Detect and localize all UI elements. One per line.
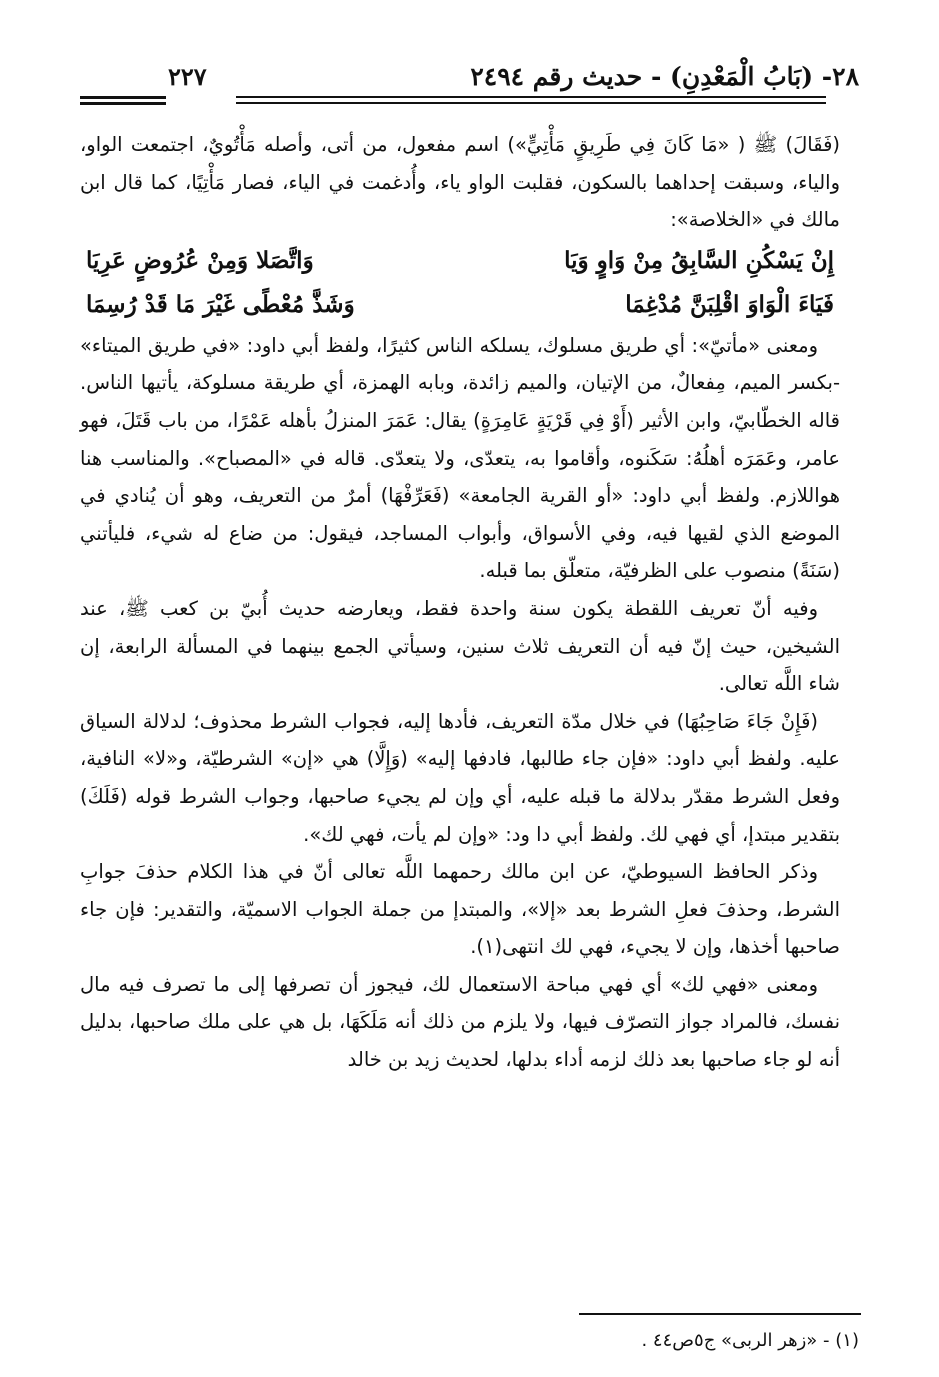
paragraph-fahiya-laka: ومعنى «فهي لك» أي فهي مباحة الاستعمال لك، فيجوز أن تصرفها إلى ما تصرف فيه مال نفسك، فالمراد جواز التصرّف فيها، ولا يلزم من ذلك أنه مَلَكَهَا، بل هي على ملك صاحبها، بدليل أنه لو جاء صاحبها بعد ذلك لزمه أداء بدلها، لحديث زيد بن خالد [80, 972, 840, 1072]
verse-line-1 [80, 239, 840, 283]
footnote: (١) - «زهر الربى» ج٥ص٤٤ . [641, 1330, 859, 1351]
paragraph-owner: (فَإِنْ جَاءَ صَاحِبُهَا) في خلال مدّة التعريف، فأدها إليه، فجواب الشرط محذوف؛ لدلالة السياق عليه. ولفظ أبي داود: «فإن جاء طالبها، فادفها إليه» (وَإِلَّا) هي «إن» الشرطيّة، و«لا» النافية، وفعل الشرط مقدّر بدلالة ما قبله عليه، أي وإن لم يجيء صاحبها، وجواب الشرط قوله (فَلَكَ) بتقدير مبتدإ، أي فهي لك. ولفظ أبي دا ود: «وإن لم يأت، فهي لك». [80, 709, 840, 846]
header-rule-right [236, 96, 826, 108]
paragraph-meaning: ومعنى «مأتيّ»: أي طريق مسلوك، يسلكه الناس كثيرًا، ولفظ أبي داود: «في طريق الميتاء» -بكسر الميم، مِفعالٌ، من الإتيان، والميم زائدة، وبابه الهمزة، أي طريقة مسلوكة، يأتيها الناس. قاله الخطّابيّ، وابن الأثير (أَوْ فِي قَرْيَةٍ عَامِرَةٍ) يقال: عَمَرَ المنزلُ بأهله عَمْرًا، من باب قَتَلَ، فهو عامر، وعَمَرَه أهلُهُ: سَكَنوه، وأقاموا به، يتعدّى، ولا يتعدّى. قاله في «المصباح». والمناسب هنا هواللازم. ولفظ أبي داود: «أو القرية الجامعة» (فَعَرِّفْهَا) أمرٌ من التعريف، وهو أن يُنادي في الموضع الذي لقيها فيه، وفي الأسواق، وأبواب المساجد، فيقول: من ضاع له شيء، فليأتني (سَنَةً) منصوب على الظرفيّة، متعلّق بما قبله. [80, 333, 840, 583]
running-header [80, 62, 859, 92]
header-rule-left [80, 96, 166, 108]
verse-2-first-hemistich: فَيَاءَ الْوَاوَ اقْلِبَنَّ مُدْغِمَا [625, 290, 834, 318]
verse-2-second-hemistich: وَشَذَّ مُعْطًى غَيْرَ مَا قَدْ رُسِمَا [86, 290, 355, 318]
page-number: ٢٢٧ [168, 62, 207, 91]
paragraph-suyuti: وذكر الحافظ السيوطيّ، عن ابن مالك رحمهما اللَّه تعالى أنّ في هذا الكلام حذفَ جوابِ الشرط، وحذفَ فعلِ الشرط بعد «إلا»، والمبتدإ من جملة الجواب الاسميّة، والتقدير: فإن جاء صاحبها أخذها، وإن لا يجيء، فهي لك انتهى(١). [80, 860, 840, 959]
verse-1-first-hemistich: إِنْ يَسْكُنِ السَّابِقُ مِنْ وَاوٍ وَيَا [564, 246, 834, 274]
paragraph-intro: (فَقَالَ) ﷺ ( «مَا كَانَ فِي طَرِيقٍ مَأْتِيٍّ») اسم مفعول، من أتى، وأصله مَأْتُويٌ، اجتمعت الواو، والياء، وسبقت إحداهما بالسكون، فقلبت الواو ياء، وأُدغمت في الياء، فصار مَأْتِيًا، كما قال ابن مالك في «الخلاصة»: [80, 133, 840, 232]
footnote-separator [579, 1313, 861, 1315]
chapter-title: ٢٨- (بَابُ الْمَعْدِنِ) - حديث رقم ٢٤٩٤ [470, 62, 859, 91]
main-text [80, 126, 840, 1079]
verse-1-second-hemistich: وَاتَّصَلا وَمِنْ عُرُوضٍ عَرِيَا [86, 246, 314, 274]
verse-line-2 [80, 283, 840, 327]
paragraph-duration: وفيه أنّ تعريف اللقطة يكون سنة واحدة فقط، ويعارضه حديث أُبيّ بن كعب ﷺ، عند الشيخين، حيث إنّ فيه أن التعريف ثلاث سنين، وسيأتي الجمع بينهما في المسألة الرابعة، إن شاء اللَّه تعالى. [80, 596, 840, 696]
